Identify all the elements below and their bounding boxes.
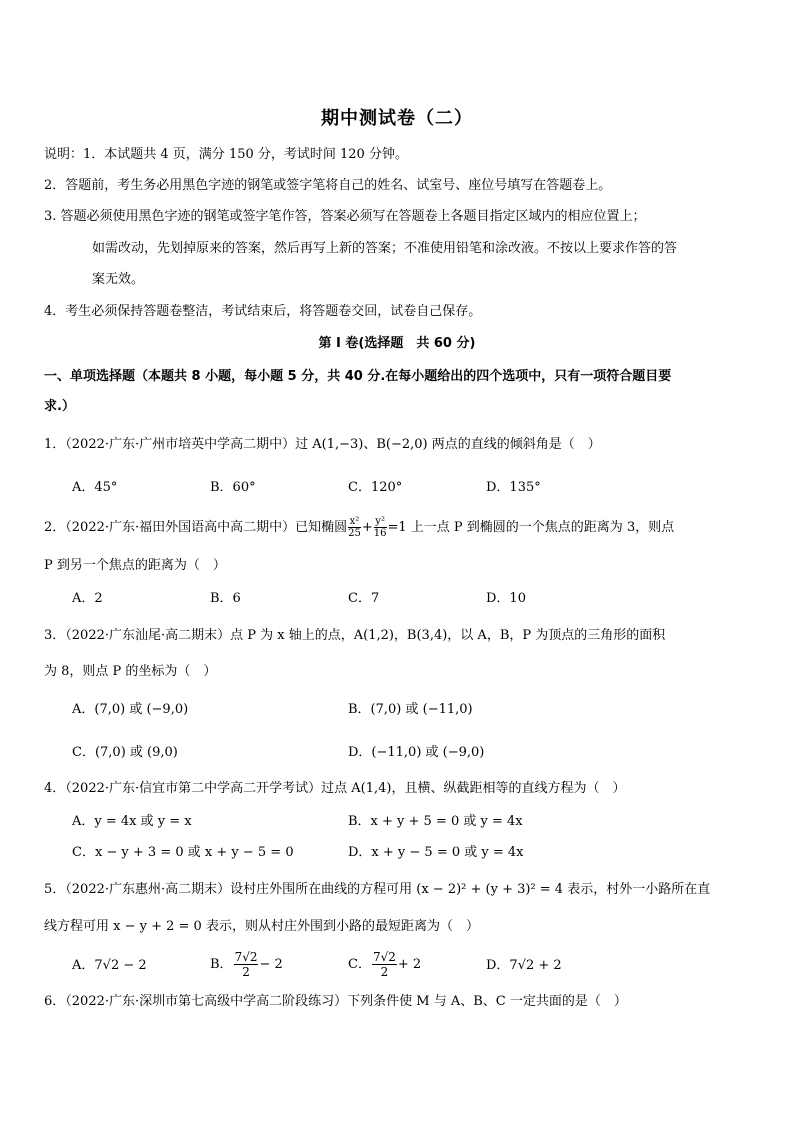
ellipse-fraction-x: [348, 516, 361, 539]
fraction-y-numerator: y²: [375, 516, 385, 527]
question-5-stem-line2: 线方程可用 x − y + 2 = 0 表示，则从村庄外围到小路的最短距离为（ ）: [44, 919, 479, 934]
ellipse-fraction-y: [374, 516, 387, 539]
question-5-option-b-label: B．: [210, 957, 233, 972]
note-4: 4．考生必须保持答题卷整洁，考试结束后，将答题卷交回，试卷自己保存。: [44, 304, 482, 319]
question-2-option-a: A．2: [72, 591, 103, 606]
section-heading-line2: 求.）: [44, 399, 75, 414]
fraction-x-denominator: 25: [348, 528, 361, 539]
question-3-option-c: C．(7,0) 或 (9,0): [72, 745, 178, 760]
question-5-option-c: [348, 950, 421, 979]
question-2-option-b: B．6: [210, 591, 241, 606]
question-3-stem-line2: 为 8，则点 P 的坐标为（ ）: [44, 664, 217, 679]
question-4-option-b: B．x + y + 5 = 0 或 y = 4x: [348, 814, 523, 829]
option-b-denominator: 2: [242, 965, 250, 979]
part-heading: 第 I 卷(选择题 共 60 分): [318, 336, 476, 351]
question-5-option-b: [210, 950, 283, 979]
question-2-option-c: C．7: [348, 591, 380, 606]
question-5-option-c-fraction: [372, 950, 397, 979]
question-4-option-d: D．x + y − 5 = 0 或 y = 4x: [348, 845, 524, 860]
question-1-option-d: D．135°: [486, 480, 541, 495]
note-3-cont-2: 案无效。: [92, 272, 145, 287]
note-2: 2．答题前，考生务必用黑色字迹的钢笔或签字笔将自己的姓名、试室号、座位号填写在答题卷上。: [44, 178, 612, 193]
note-3: 3. 答题必须使用黑色字迹的钢笔或签字笔作答，答案必须写在答题卷上各题目指定区域内的相应位置上；: [44, 209, 646, 224]
question-5-option-a: A．7√2 − 2: [72, 958, 147, 973]
question-3-option-a: A．(7,0) 或 (−9,0): [72, 702, 189, 717]
question-5-option-c-tail: + 2: [397, 957, 422, 972]
fraction-x-numerator: x²: [349, 516, 360, 527]
question-3-stem-line1: 3．（2022·广东汕尾·高二期末）点 P 为 x 轴上的点，A(1,2)，B(3,4)，以 A，B，P 为顶点的三角形的面积: [44, 628, 666, 643]
question-2-stem-line1: [44, 516, 674, 539]
fraction-y-denominator: 16: [373, 528, 387, 539]
question-5-stem-line1: 5．（2022·广东惠州·高二期末）设村庄外围所在曲线的方程可用 (x − 2)² + (y + 3)² = 4 表示，村外一小路所在直: [44, 882, 711, 897]
question-4-option-a: A．y = 4x 或 y = x: [72, 814, 192, 829]
question-3-option-b: B．(7,0) 或 (−11,0): [348, 702, 473, 717]
fraction-plus: +: [361, 520, 373, 535]
question-1-option-a: A．45°: [72, 480, 118, 495]
question-1-stem: 1．（2022·广东·广州市培英中学高二期中）过 A(1,−3)、B(−2,0) 两点的直线的倾斜角是（ ）: [44, 437, 601, 452]
question-4-stem: 4．（2022·广东·信宜市第二中学高二开学考试）过点 A(1,4)，且横、纵截距相等的直线方程为（ ）: [44, 781, 626, 796]
question-1-option-c: C．120°: [348, 480, 403, 495]
question-2-stem-b: =1 上一点 P 到椭圆的一个焦点的距离为 3，则点: [387, 520, 675, 535]
note-3-cont-1: 如需改动，先划掉原来的答案，然后再写上新的答案；不准使用铅笔和涂改液。不按以上要求作答的答: [92, 241, 678, 256]
question-1-option-b: B．60°: [210, 480, 256, 495]
question-5-option-b-tail: − 2: [259, 957, 283, 972]
question-2-option-d: D．10: [486, 591, 526, 606]
option-c-numerator: 7√2: [372, 950, 396, 964]
section-heading-line1: 一、单项选择题（本题共 8 小题，每小题 5 分，共 40 分.在每小题给出的四个选项中，只有一项符合题目要: [44, 369, 672, 384]
question-3-option-d: D．(−11,0) 或 (−9,0): [348, 745, 485, 760]
question-2-stem-a: 2．（2022·广东·福田外国语高中高二期中）已知椭圆: [44, 520, 348, 535]
question-6-stem: 6．（2022·广东·深圳市第七高级中学高二阶段练习）下列条件使 M 与 A、B、C 一定共面的是（ ）: [44, 994, 627, 1009]
note-1: 说明：1．本试题共 4 页，满分 150 分，考试时间 120 分钟。: [44, 147, 408, 162]
option-b-numerator: 7√2: [234, 950, 258, 964]
question-5-option-d: D．7√2 + 2: [486, 958, 562, 973]
question-4-option-c: C．x − y + 3 = 0 或 x + y − 5 = 0: [72, 845, 294, 860]
question-5-option-c-label: C．: [348, 957, 371, 972]
page-title: 期中测试卷（二）: [321, 108, 473, 129]
question-2-stem-line2: P 到另一个焦点的距离为（ ）: [44, 558, 226, 573]
question-5-option-b-fraction: [234, 950, 259, 979]
option-c-denominator: 2: [380, 965, 389, 979]
